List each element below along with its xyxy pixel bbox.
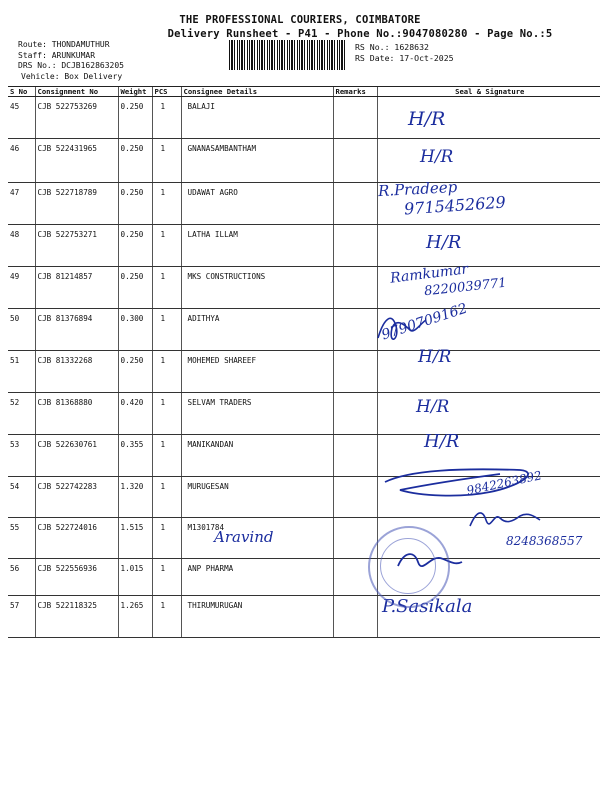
signature-stroke-r54 (385, 469, 528, 495)
cell-sno: 51 (8, 351, 35, 393)
cell-sno: 52 (8, 393, 35, 435)
cell-pcs: 1 (152, 559, 181, 596)
cell-consignee: MKS CONSTRUCTIONS (181, 267, 333, 309)
cell-weight: 0.420 (118, 393, 152, 435)
handwriting-r50-phone: 9790709162 (379, 300, 470, 344)
cell-weight: 0.250 (118, 225, 152, 267)
cell-pcs: 1 (152, 435, 181, 477)
rs-date: RS Date: 17-Oct-2025 (355, 52, 454, 63)
cell-weight: 1.265 (118, 596, 152, 638)
cell-weight: 0.250 (118, 97, 152, 139)
cell-weight: 1.515 (118, 518, 152, 559)
handwriting-r51: H/R (418, 347, 452, 367)
handwriting-r46: H/R (420, 147, 454, 167)
cell-sno: 56 (8, 559, 35, 596)
col-weight: Weight (118, 87, 152, 97)
cell-consignee: SELVAM TRADERS (181, 393, 333, 435)
cell-consignment: CJB 81214857 (35, 267, 118, 309)
company-seal-stamp (368, 526, 450, 608)
handwriting-r52: H/R (416, 397, 450, 417)
cell-consignment: CJB 522718789 (35, 183, 118, 225)
cell-pcs: 1 (152, 477, 181, 518)
runsheet-subtitle: Delivery Runsheet - P41 - Phone No.:9047080280 - Page No.:5 (167, 28, 553, 40)
cell-sno: 48 (8, 225, 35, 267)
cell-weight: 0.250 (118, 267, 152, 309)
cell-consignee: ANP PHARMA (181, 559, 333, 596)
signature-stroke-r55 (470, 513, 540, 526)
cell-pcs: 1 (152, 309, 181, 351)
cell-sno: 49 (8, 267, 35, 309)
cell-consignee: MURUGESAN (181, 477, 333, 518)
company-seal-inner-ring (380, 538, 436, 594)
cell-pcs: 1 (152, 183, 181, 225)
cell-consignee: UDAWAT AGRO (181, 183, 333, 225)
cell-consignment: CJB 522118325 (35, 596, 118, 638)
cell-sno: 45 (8, 97, 35, 139)
cell-weight: 0.250 (118, 139, 152, 183)
handwriting-r49-signature: Ramkumar (389, 261, 469, 287)
cell-consignment: CJB 522431965 (35, 139, 118, 183)
cell-weight: 0.250 (118, 351, 152, 393)
cell-consignee: GNANASAMBANTHAM (181, 139, 333, 183)
cell-consignment: CJB 81332268 (35, 351, 118, 393)
cell-consignee: MANIKANDAN (181, 435, 333, 477)
cell-consignee: THIRUMURUGAN (181, 596, 333, 638)
cell-sno: 46 (8, 139, 35, 183)
cell-weight: 0.300 (118, 309, 152, 351)
cell-pcs: 1 (152, 518, 181, 559)
cell-sno: 53 (8, 435, 35, 477)
cell-consignment: CJB 522556936 (35, 559, 118, 596)
handwriting-r55-name: Aravind (214, 528, 274, 546)
cell-consignment: CJB 81376894 (35, 309, 118, 351)
cell-consignment: CJB 522742283 (35, 477, 118, 518)
handwriting-r47-phone: 9715452629 (403, 192, 507, 219)
rs-number: RS No.: 1628632 (355, 42, 429, 52)
cell-consignment: CJB 522630761 (35, 435, 118, 477)
cell-pcs: 1 (152, 267, 181, 309)
col-consignee: Consignee Details (181, 87, 333, 97)
cell-consignment: CJB 522753269 (35, 97, 118, 139)
cell-sno: 54 (8, 477, 35, 518)
handwriting-r49-phone: 8220039771 (423, 275, 508, 300)
vehicle-label: Vehicle: Box Delivery (21, 71, 123, 81)
cell-consignment: CJB 522753271 (35, 225, 118, 267)
cell-sno: 55 (8, 518, 35, 559)
handwriting-r57-signature: P.Sasikala (382, 596, 473, 617)
handwriting-r53: H/R (424, 431, 460, 452)
handwriting-r47-signature: R.Pradeep (377, 177, 458, 201)
cell-consignee: BALAJI (181, 97, 333, 139)
handwriting-r55-phone: 8248368557 (506, 534, 583, 548)
cell-sno: 57 (8, 596, 35, 638)
cell-consignment: CJB 522724016 (35, 518, 118, 559)
col-consignment: Consignment No (35, 87, 118, 97)
drs-number: DRS No.: DCJB162863205 (18, 61, 124, 70)
cell-consignee: ADITHYA (181, 309, 333, 351)
cell-pcs: 1 (152, 393, 181, 435)
cell-pcs: 1 (152, 596, 181, 638)
company-title: THE PROFESSIONAL COURIERS, COIMBATORE (179, 14, 421, 26)
handwriting-r48: H/R (426, 232, 462, 253)
cell-weight: 0.250 (118, 183, 152, 225)
col-seal-signature: Seal & Signature (377, 87, 600, 97)
cell-consignee: M1301784 (181, 518, 333, 559)
handwriting-r45: H/R (408, 108, 446, 130)
cell-weight: 1.015 (118, 559, 152, 596)
staff-label: Staff: ARUNKUMAR (18, 50, 96, 60)
cell-pcs: 1 (152, 351, 181, 393)
col-pcs: PCS (152, 87, 181, 97)
handwriting-r54-phone: 9842263892 (465, 468, 543, 498)
cell-sno: 50 (8, 309, 35, 351)
cell-sno: 47 (8, 183, 35, 225)
cell-consignee: LATHA ILLAM (181, 225, 333, 267)
route-label: Route: THONDAMUTHUR (18, 40, 110, 49)
cell-pcs: 1 (152, 225, 181, 267)
cell-weight: 0.355 (118, 435, 152, 477)
col-remarks: Remarks (333, 87, 377, 97)
signature-stroke-r50 (378, 318, 426, 339)
cell-weight: 1.320 (118, 477, 152, 518)
cell-consignee: MOHEMED SHAREEF (181, 351, 333, 393)
col-sno: S No (8, 87, 35, 97)
cell-pcs: 1 (152, 97, 181, 139)
cell-consignment: CJB 81368880 (35, 393, 118, 435)
cell-pcs: 1 (152, 139, 181, 183)
